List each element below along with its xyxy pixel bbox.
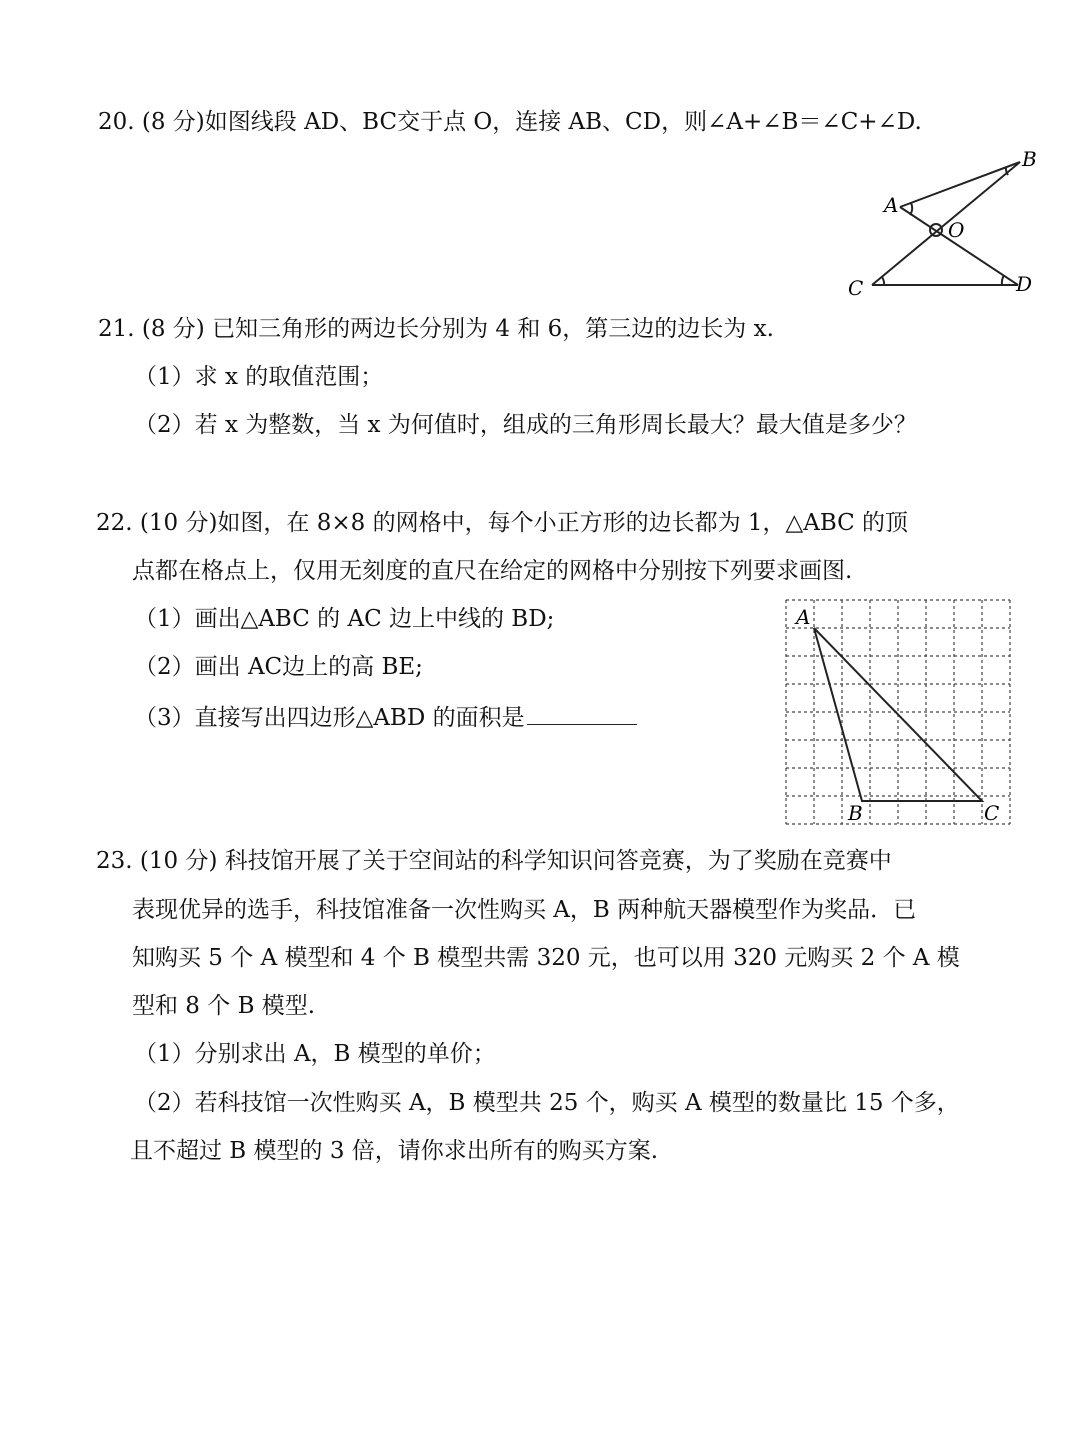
q20-segment-ab xyxy=(900,162,1020,207)
q20-text: 20. (8 分)如图线段 AD、BC交于点 O，连接 AB、CD，则∠A+∠B＝∠C+∠D. xyxy=(98,109,922,135)
label-c: C xyxy=(848,276,864,300)
q21-part1: （1）求 x 的取值范围； xyxy=(134,364,384,390)
q23-line1: 23. (10 分) 科技馆开展了关于空间站的科学知识问答竞赛，为了奖励在竞赛中 xyxy=(96,848,892,874)
q22-text-line2: 点都在格点上，仅用无刻度的直尺在给定的网格中分别按下列要求画图. xyxy=(132,558,853,584)
grid-label-a: A xyxy=(796,605,811,629)
q20-figure xyxy=(840,145,1040,305)
q23-part1: （1）分别求出 A，B 模型的单价； xyxy=(134,1041,496,1067)
answer-blank xyxy=(527,702,637,725)
q21-text: 21. (8 分) 已知三角形的两边长分别为 4 和 6，第三边的边长为 x. xyxy=(98,316,774,342)
q23-line4: 型和 8 个 B 模型. xyxy=(132,993,316,1019)
q23-part2-cont: 且不超过 B 模型的 3 倍，请你求出所有的购买方案. xyxy=(130,1138,659,1164)
angle-d-mark xyxy=(1002,275,1004,285)
q22-part3 xyxy=(134,702,637,733)
grid-label-c: C xyxy=(984,801,1000,825)
q23-line2: 表现优异的选手，科技馆准备一次性购买 A，B 两种航天器模型作为奖品．已 xyxy=(132,897,917,923)
q22-part2: （2）画出 AC边上的高 BE; xyxy=(134,654,423,680)
q22-grid-figure xyxy=(784,598,1014,833)
q20-segment-bc xyxy=(872,162,1020,285)
q21-part2: （2）若 x 为整数，当 x 为何值时，组成的三角形周长最大？最大值是多少？ xyxy=(134,412,917,438)
q22-text-line1: 22. (10 分)如图，在 8×8 的网格中，每个小正方形的边长都为 1，△ABC 的顶 xyxy=(96,510,909,536)
angle-c-mark xyxy=(882,277,884,285)
label-b: B xyxy=(1022,147,1037,171)
q22-part1: （1）画出△ABC 的 AC 边上中线的 BD; xyxy=(134,606,555,632)
label-a: A xyxy=(884,193,899,217)
label-o: O xyxy=(948,218,965,242)
q23-line3: 知购买 5 个 A 模型和 4 个 B 模型共需 320 元，也可以用 320 元购买 2 个 A 模 xyxy=(132,945,960,971)
grid-label-b: B xyxy=(848,801,863,825)
angle-a-mark xyxy=(910,203,912,215)
label-d: D xyxy=(1016,272,1033,296)
q22-part3-text: （3）直接写出四边形△ABD 的面积是 xyxy=(134,705,525,731)
q23-part2: （2）若科技馆一次性购买 A，B 模型共 25 个，购买 A 模型的数量比 15 个多， xyxy=(134,1090,960,1116)
